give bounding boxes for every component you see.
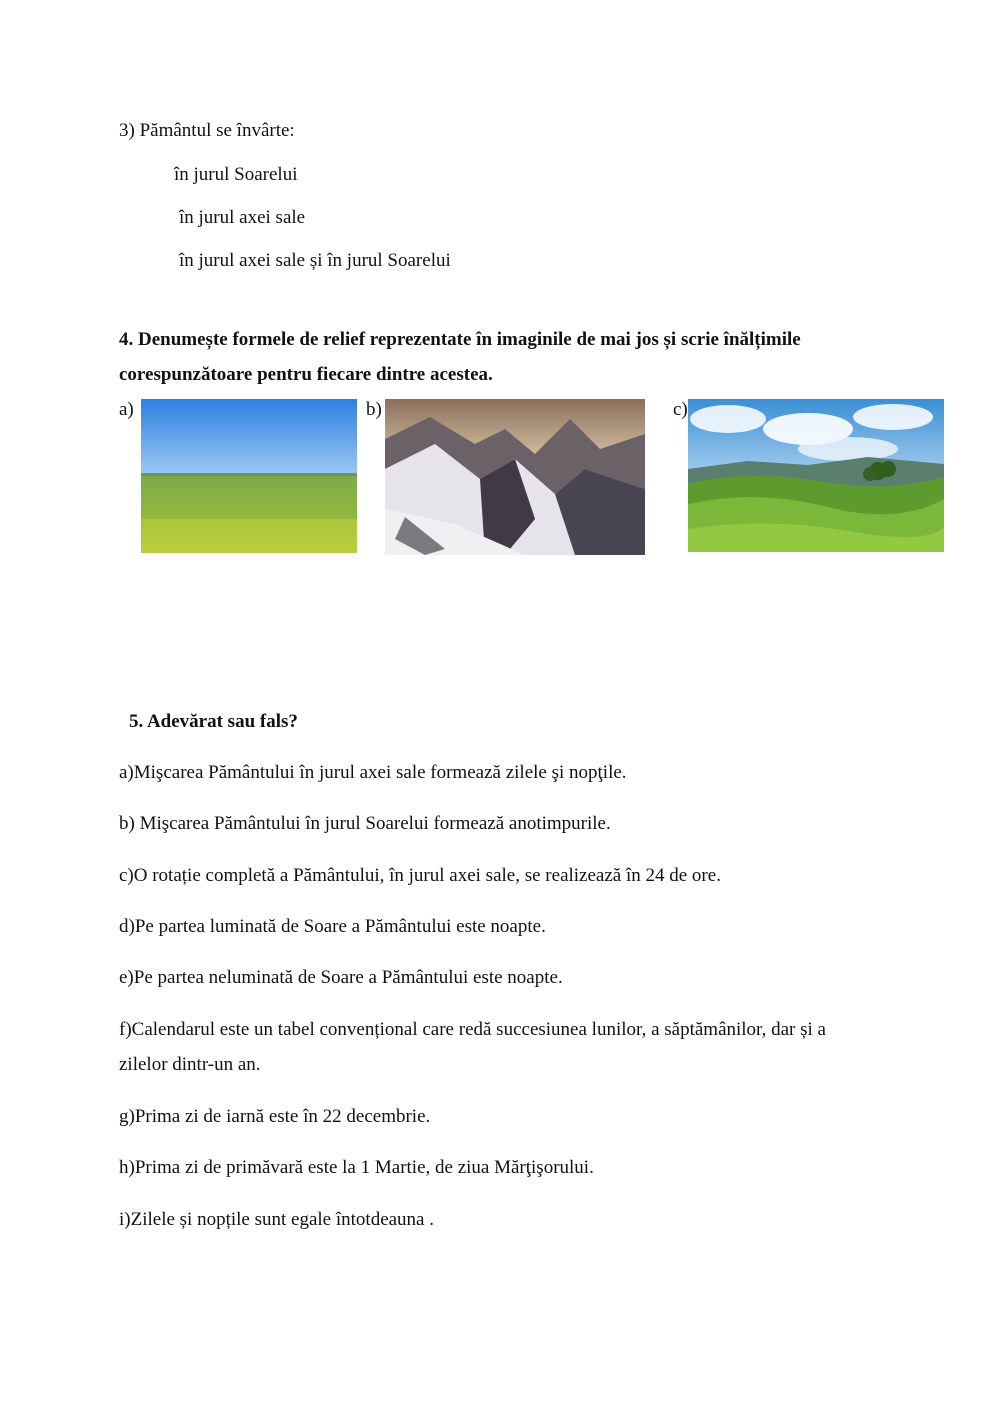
- statement-b: b) Mişcarea Pământului în jurul Soarelui formează anotimpurile.: [119, 813, 611, 834]
- image-label-a: a): [119, 399, 134, 420]
- question-3-option-2[interactable]: în jurul axei sale: [179, 207, 306, 228]
- statement-i: i)Zilele și nopțile sunt egale întotdeauna .: [119, 1209, 434, 1230]
- statement-g: g)Prima zi de iarnă este în 22 decembrie.: [119, 1106, 431, 1127]
- statement-f-line-2: zilelor dintr-un an.: [119, 1054, 261, 1075]
- question-3-option-3[interactable]: în jurul axei sale și în jurul Soarelui: [179, 250, 451, 271]
- statement-e: e)Pe partea neluminată de Soare a Pământului este noapte.: [119, 967, 563, 988]
- question-3-option-1[interactable]: în jurul Soarelui: [174, 164, 298, 185]
- question-5-title: 5. Adevărat sau fals?: [129, 711, 298, 732]
- image-label-c: c): [673, 399, 688, 420]
- statement-a: a)Mişcarea Pământului în jurul axei sale formează zilele şi nopţile.: [119, 762, 627, 783]
- mountain-photo: [385, 399, 645, 555]
- statement-f-line-1: f)Calendarul este un tabel convențional care redă succesiunea lunilor, a săptămânilor, dar și a: [119, 1019, 826, 1040]
- image-label-b: b): [366, 399, 382, 420]
- question-4-title-line-1: 4. Denumește formele de relief reprezentate în imaginile de mai jos și scrie înălțimile: [119, 329, 801, 350]
- question-4-title-line-2: corespunzătoare pentru fiecare dintre acestea.: [119, 364, 493, 385]
- statement-c: c)O rotație completă a Pământului, în jurul axei sale, se realizează în 24 de ore.: [119, 865, 721, 886]
- question-3-title: 3) Pământul se învârte:: [119, 120, 295, 141]
- statement-h: h)Prima zi de primăvară este la 1 Martie, de ziua Mărţişorului.: [119, 1157, 594, 1178]
- hills-photo: [688, 399, 944, 552]
- statement-d: d)Pe partea luminată de Soare a Pământului este noapte.: [119, 916, 546, 937]
- plain-photo: [141, 399, 357, 553]
